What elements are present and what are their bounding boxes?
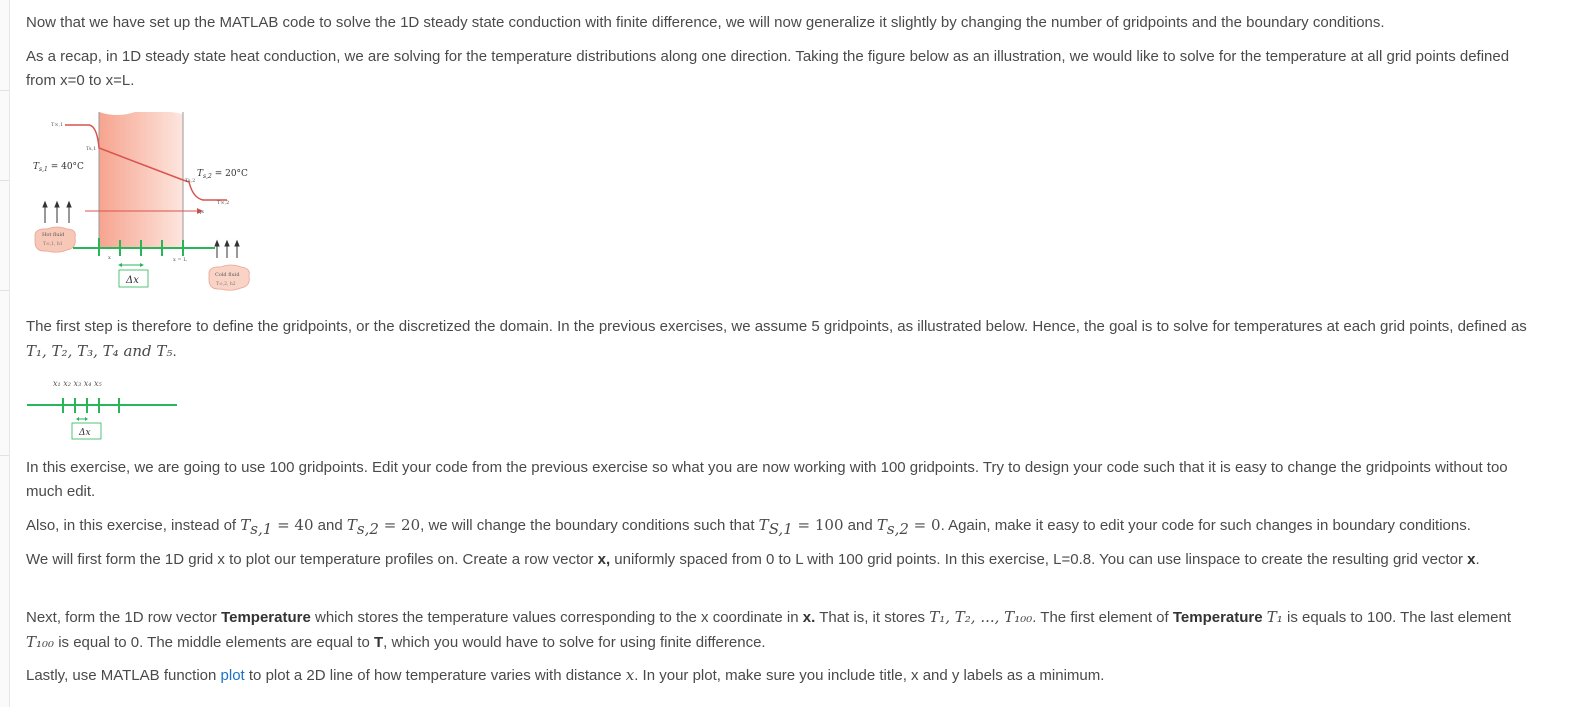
gridpoints-figure xyxy=(27,374,187,444)
intro-paragraph: Now that we have set up the MATLAB code to solve the 1D steady state conduction with finite difference, we will now generalize it slightly by changing the number of gridpoints and the boundary conditions. xyxy=(26,14,1385,31)
hot-side-arrows xyxy=(43,202,71,223)
x-eq-l-label: x = L xyxy=(173,257,187,263)
boundary-conditions-paragraph: Also, in this exercise, instead of $T_{s,1} = 40$ and $T_{s,2} = 20$, we will change the boundary conditions such that $T_{S,1} = 100$ and $T_{s,2} = 0$. Again, make it easy to edit your code for such changes in boundary conditions. xyxy=(26,516,1471,538)
plot-link[interactable]: plot xyxy=(220,667,245,684)
gridpoint-labels: x₁ x₂ x₃ x₄ x₅ xyxy=(53,379,102,388)
tinf1-label: T∞,1 xyxy=(51,122,64,128)
grid-vector-paragraph: We will first form the 1D grid x to plot our temperature profiles on. Create a row vector x, uniformly spaced from 0 to L with 100 grid points. In this exercise, L=0.8. You can use linspace to create the resulting grid vector x. xyxy=(26,551,1480,568)
ts1-small-label: Ts,1 xyxy=(86,146,97,152)
cold-fluid-params: T∞,2, h2 xyxy=(216,282,236,287)
ts2-label: $T_{s,2} = 20^\circ C$ xyxy=(197,169,248,180)
hot-fluid-label: Hot fluid xyxy=(42,232,65,238)
cold-side-arrows xyxy=(215,241,239,258)
gridpoints-paragraph: The first step is therefore to define the gridpoints, or the discretized the domain. In the previous exercises, we assume 5 gridpoints, as illustrated below. Hence, the goal is to solve for temperatures at each grid points, defined as T₁, T₂, T₃, T₄ and T₅. xyxy=(26,318,1527,360)
ts1-label: $T_{s,1} = 40^\circ C$ xyxy=(33,162,84,173)
cold-fluid-label: Cold fluid xyxy=(215,272,240,278)
dx-label-small: Δx xyxy=(79,428,91,438)
plot-paragraph: Lastly, use MATLAB function plot to plot a 2D line of how temperature varies with distance x. In your plot, make sure you include title, x and y labels as a minimum. xyxy=(26,666,1105,684)
recap-paragraph: As a recap, in 1D steady state heat conduction, we are solving for the temperature distributions along one direction. Taking the figure below as an illustration, we would like to solve for the temperature at all grid points defined from x=0 to x=L. xyxy=(26,48,1510,89)
ts2-small-label: Ts,2 xyxy=(185,178,196,184)
heat-conduction-figure xyxy=(27,112,257,298)
x-axis-label: x xyxy=(108,255,111,261)
wall-slab xyxy=(99,112,183,248)
left-gutter xyxy=(0,0,10,707)
exercise-paragraph: In this exercise, we are going to use 100 gridpoints. Edit your code from the previous exercise so what you are now working with 100 gridpoints. Try to design your code such that it is easy to change the gridpoints without too much edit. xyxy=(26,459,1508,500)
qx-label: qx xyxy=(198,209,205,215)
hot-fluid-params: T∞,1, h1 xyxy=(43,242,63,247)
temperature-symbols: T₁, T₂, T₃, T₄ and T₅ xyxy=(26,342,173,360)
dx-label: Δx xyxy=(126,275,139,286)
temperature-vector-paragraph: Next, form the 1D row vector Temperature which stores the temperature values corresponding to the x coordinate in x. That is, it stores T₁, T₂, ..., T₁₀₀. The first element of Temperature T₁ is equals to 100. The last element T₁₀₀ is equal to 0. The middle elements are equal to T, which you would have to solve for using finite difference. xyxy=(26,608,1512,651)
tinf2-label: T∞,2 xyxy=(217,200,230,206)
hot-fluid-blob xyxy=(35,227,75,252)
